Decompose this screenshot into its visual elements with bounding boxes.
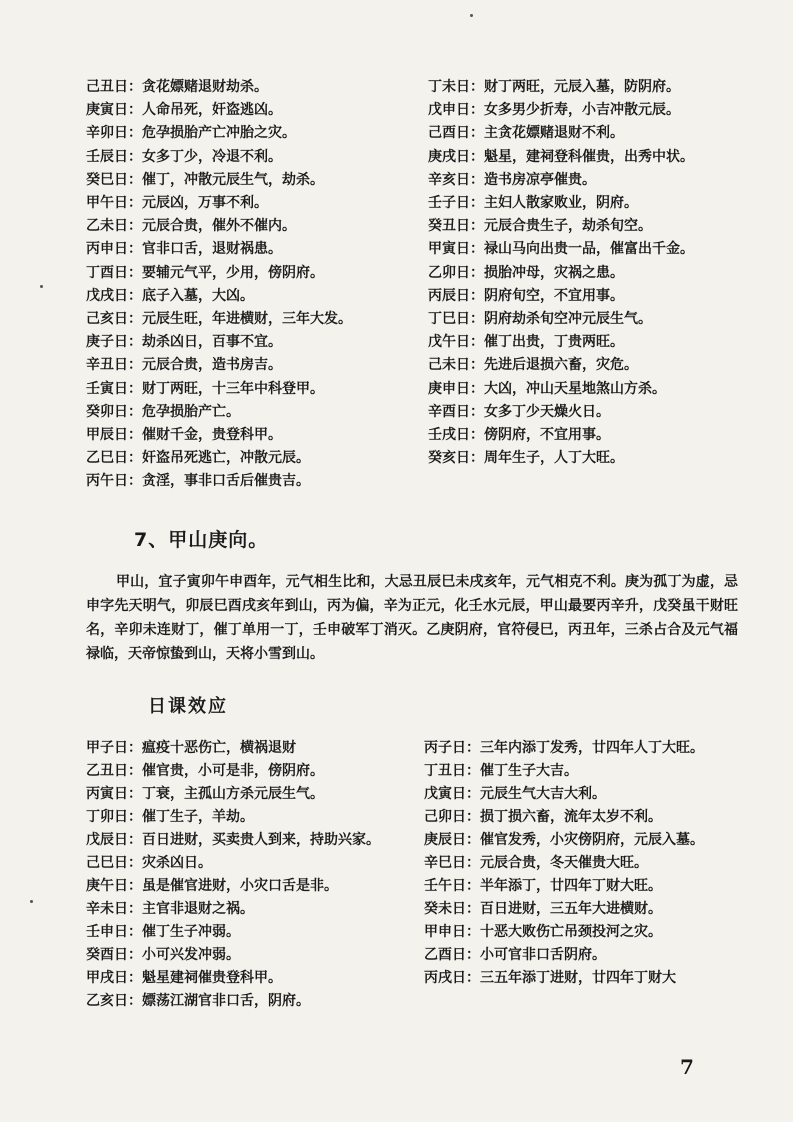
day-entry — [86, 806, 408, 829]
day-entry — [86, 354, 416, 377]
day-effect: 人命吊死，奸盗逃凶。 — [142, 102, 282, 119]
day-effect: 禄山马向出贵一品，催富出千金。 — [484, 241, 694, 258]
day-label: 癸巳日： — [86, 171, 142, 188]
day-entry — [428, 76, 748, 99]
day-effect: 十恶大败伤亡吊颈投河之灾。 — [480, 924, 662, 940]
bottom-right-column — [424, 737, 744, 990]
day-label: 辛卯日： — [86, 125, 142, 142]
day-label: 丁酉日： — [86, 264, 142, 281]
bottom-left-column — [86, 737, 408, 1013]
day-effect: 阴府旬空，不宜用事。 — [484, 287, 624, 304]
day-effect: 主妇人散家败业，阴府。 — [484, 195, 638, 212]
day-effect: 傍阴府，不宜用事。 — [484, 427, 610, 444]
day-entry — [86, 447, 416, 470]
day-effect: 危孕损胎产亡。 — [142, 403, 240, 420]
day-entry — [428, 331, 748, 354]
day-label: 丙午日： — [86, 473, 142, 490]
day-entry — [428, 354, 748, 377]
day-effect: 要辅元气平，少用，傍阴府。 — [142, 264, 324, 281]
day-entry — [424, 898, 744, 921]
day-entry — [86, 331, 416, 354]
day-label: 乙酉日： — [424, 947, 480, 963]
day-label: 丙寅日： — [86, 786, 142, 802]
day-entry — [86, 378, 416, 401]
day-entry — [86, 737, 408, 760]
day-entry — [86, 852, 408, 875]
day-effect: 元辰生旺，年进横财，三年大发。 — [142, 311, 352, 328]
day-effect: 魁星，建祠登科催贵，出秀中状。 — [484, 148, 694, 165]
day-effect: 女多丁少天燥火日。 — [484, 403, 610, 420]
day-label: 辛丑日： — [86, 357, 142, 374]
day-label: 甲午日： — [86, 195, 142, 212]
day-entry — [86, 829, 408, 852]
day-label: 庚子日： — [86, 334, 142, 351]
day-effect: 元辰生气大吉大利。 — [480, 786, 606, 802]
day-label: 己酉日： — [428, 125, 484, 142]
day-effect: 虽是催官进财，小灾口舌是非。 — [142, 878, 338, 894]
scan-speck — [470, 14, 473, 17]
day-label: 己巳日： — [86, 855, 142, 871]
day-label: 丁巳日： — [428, 311, 484, 328]
day-entry — [424, 875, 744, 898]
day-effect: 元辰合贵，冬天催贵大旺。 — [480, 855, 648, 871]
day-entry — [428, 401, 748, 424]
day-entry — [86, 122, 416, 145]
scan-speck — [40, 285, 43, 288]
day-entry — [86, 215, 416, 238]
day-entry — [86, 967, 408, 990]
page-number: 7 — [680, 1055, 694, 1079]
day-entry — [424, 806, 744, 829]
day-entry — [86, 921, 408, 944]
day-label: 丁卯日： — [86, 809, 142, 825]
day-effect: 半年添丁，廿四年丁财大旺。 — [480, 878, 662, 894]
day-entry — [428, 238, 748, 261]
day-effect: 催丁生子，羊劫。 — [142, 809, 254, 825]
day-entry — [86, 424, 416, 447]
day-entry — [86, 169, 416, 192]
day-entry — [428, 169, 748, 192]
day-entry — [428, 146, 748, 169]
day-effect: 奸盗吊死逃亡，冲散元辰。 — [142, 450, 310, 467]
day-effect: 先进后退损六畜，灾危。 — [484, 357, 638, 374]
day-effect: 小可官非口舌阴府。 — [480, 947, 606, 963]
subsection-title: 日课效应 — [148, 696, 228, 717]
day-effect: 官非口舌，退财祸患。 — [142, 241, 282, 258]
day-effect: 主官非退财之祸。 — [142, 901, 254, 917]
day-effect: 贪淫，事非口舌后催贵吉。 — [142, 473, 310, 490]
day-label: 丁丑日： — [424, 763, 480, 779]
day-label: 甲寅日： — [428, 241, 484, 258]
day-effect: 催丁出贵，丁贵两旺。 — [484, 334, 624, 351]
day-effect: 劫杀凶日，百事不宜。 — [142, 334, 282, 351]
day-effect: 魁星建祠催贵登科甲。 — [142, 970, 282, 986]
day-entry — [428, 378, 748, 401]
day-label: 癸亥日： — [428, 450, 484, 467]
day-label: 乙巳日： — [86, 450, 142, 467]
day-entry — [428, 99, 748, 122]
day-label: 壬子日： — [428, 195, 484, 212]
day-label: 甲子日： — [86, 740, 142, 756]
day-label: 丙戌日： — [424, 970, 480, 986]
day-entry — [428, 215, 748, 238]
day-effect: 阴府劫杀旬空冲元辰生气。 — [484, 311, 652, 328]
day-entry — [424, 760, 744, 783]
day-effect: 催丁生子大吉。 — [480, 763, 578, 779]
day-label: 壬辰日： — [86, 148, 142, 165]
day-label: 甲申日： — [424, 924, 480, 940]
day-effect: 小可兴发冲弱。 — [142, 947, 240, 963]
day-label: 癸未日： — [424, 901, 480, 917]
day-entry — [86, 146, 416, 169]
day-label: 丙子日： — [424, 740, 480, 756]
top-left-column — [86, 76, 416, 494]
day-entry — [86, 944, 408, 967]
day-label: 戊戌日： — [86, 287, 142, 304]
day-label: 乙卯日： — [428, 264, 484, 281]
day-effect: 三年内添丁发秀，廿四年人丁大旺。 — [480, 740, 704, 756]
day-label: 癸酉日： — [86, 947, 142, 963]
day-entry — [424, 852, 744, 875]
day-label: 丙申日： — [86, 241, 142, 258]
day-label: 丁未日： — [428, 79, 484, 95]
day-effect: 财丁两旺，元辰入墓，防阴府。 — [484, 79, 680, 95]
day-effect: 周年生子，人丁大旺。 — [484, 450, 624, 467]
top-right-column — [428, 76, 748, 470]
day-entry — [86, 990, 408, 1013]
day-label: 辛亥日： — [428, 171, 484, 188]
day-label: 丙辰日： — [428, 287, 484, 304]
day-label: 戊辰日： — [86, 832, 142, 848]
day-entry — [86, 760, 408, 783]
day-effect: 三五年添丁进财，廿四年丁财大 — [480, 970, 676, 986]
day-entry — [428, 447, 748, 470]
day-label: 甲辰日： — [86, 427, 142, 444]
day-effect: 催官贵，小可是非，傍阴府。 — [142, 763, 324, 779]
day-effect: 贪花嫖赌退财劫杀。 — [142, 79, 268, 95]
day-effect: 损胎冲母，灾祸之患。 — [484, 264, 624, 281]
day-label: 乙亥日： — [86, 993, 142, 1009]
day-entry — [86, 783, 408, 806]
day-entry — [428, 285, 748, 308]
day-effect: 底子入墓，大凶。 — [142, 287, 254, 304]
day-entry — [86, 192, 416, 215]
day-effect: 元辰合贵，造书房吉。 — [142, 357, 282, 374]
day-entry — [428, 424, 748, 447]
day-entry — [428, 192, 748, 215]
day-entry — [86, 238, 416, 261]
day-effect: 催财千金，贵登科甲。 — [142, 427, 282, 444]
day-entry — [86, 470, 416, 493]
day-entry — [424, 967, 744, 990]
day-entry — [424, 737, 744, 760]
day-label: 辛未日： — [86, 901, 142, 917]
day-effect: 催官发秀，小灾傍阴府，元辰入墓。 — [480, 832, 704, 848]
day-entry — [86, 262, 416, 285]
day-label: 癸丑日： — [428, 218, 484, 235]
day-effect: 元辰凶，万事不利。 — [142, 195, 268, 212]
day-label: 辛巳日： — [424, 855, 480, 871]
day-label: 戊午日： — [428, 334, 484, 351]
day-label: 庚戌日： — [428, 148, 484, 165]
day-effect: 女多丁少，冷退不利。 — [142, 148, 282, 165]
day-entry — [86, 898, 408, 921]
day-entry — [86, 875, 408, 898]
day-entry — [86, 308, 416, 331]
day-label: 戊申日： — [428, 102, 484, 119]
day-entry — [424, 829, 744, 852]
day-label: 壬申日： — [86, 924, 142, 940]
day-effect: 女多男少折寿，小吉冲散元辰。 — [484, 102, 680, 119]
day-effect: 瘟疫十恶伤亡，横祸退财 — [142, 740, 296, 756]
day-effect: 百日进财，三五年大进横财。 — [480, 901, 662, 917]
day-label: 戊寅日： — [424, 786, 480, 802]
day-effect: 灾杀凶日。 — [142, 855, 212, 871]
day-label: 庚申日： — [428, 380, 484, 397]
day-entry — [424, 921, 744, 944]
section-title: 7、甲山庚向。 — [134, 529, 269, 551]
day-label: 己未日： — [428, 357, 484, 374]
day-label: 甲戌日： — [86, 970, 142, 986]
day-effect: 元辰合贵，催外不催内。 — [142, 218, 296, 235]
section-paragraph: 甲山，宜子寅卯午申酉年，元气相生比和，大忌丑辰巳未戌亥年，元气相克不利。庚为孤丁为虚，忌申字先天明气，卯辰巳酉戌亥年到山，丙为偏，辛为正元，化壬水元辰，甲山最要丙辛升，戊癸虽干财旺名，辛卯未连财丁，催丁单用一丁，壬申破军丁消灭。乙庚阴府，官符侵巳，丙丑年，三杀占合及元气福禄临，天帝惊蛰到山，天将小雪到山。 — [86, 574, 738, 662]
day-label: 壬寅日： — [86, 380, 142, 397]
day-effect: 大凶，冲山天星地煞山方杀。 — [484, 380, 666, 397]
day-label: 壬戌日： — [428, 427, 484, 444]
day-label: 庚午日： — [86, 878, 142, 894]
day-effect: 百日进财，买卖贵人到来，持助兴家。 — [142, 832, 380, 848]
day-effect: 嫖荡江湖官非口舌，阴府。 — [142, 993, 310, 1009]
day-entry — [86, 401, 416, 424]
day-label: 乙丑日： — [86, 763, 142, 779]
day-effect: 财丁两旺，十三年中科登甲。 — [142, 380, 324, 397]
day-entry — [424, 783, 744, 806]
day-entry — [428, 122, 748, 145]
day-label: 己卯日： — [424, 809, 480, 825]
day-effect: 丁衰，主孤山方杀元辰生气。 — [142, 786, 324, 802]
day-effect: 造书房凉亭催贵。 — [484, 171, 596, 188]
scan-speck — [30, 900, 33, 903]
day-entry — [86, 285, 416, 308]
day-effect: 危孕损胎产亡冲胎之灾。 — [142, 125, 296, 142]
day-entry — [86, 76, 416, 99]
day-effect: 主贪花嫖赌退财不利。 — [484, 125, 624, 142]
day-label: 乙未日： — [86, 218, 142, 235]
day-label: 辛酉日： — [428, 403, 484, 420]
day-label: 己亥日： — [86, 311, 142, 328]
day-entry — [424, 944, 744, 967]
day-effect: 元辰合贵生子，劫杀旬空。 — [484, 218, 652, 235]
day-entry — [428, 262, 748, 285]
day-entry — [428, 308, 748, 331]
day-entry — [86, 99, 416, 122]
day-effect: 催丁，冲散元辰生气，劫杀。 — [142, 171, 324, 188]
day-label: 壬午日： — [424, 878, 480, 894]
day-effect: 催丁生子冲弱。 — [142, 924, 240, 940]
day-label: 庚寅日： — [86, 102, 142, 119]
day-effect: 损丁损六畜，流年太岁不利。 — [480, 809, 662, 825]
day-label: 庚辰日： — [424, 832, 480, 848]
day-label: 己丑日： — [86, 79, 142, 95]
day-label: 癸卯日： — [86, 403, 142, 420]
